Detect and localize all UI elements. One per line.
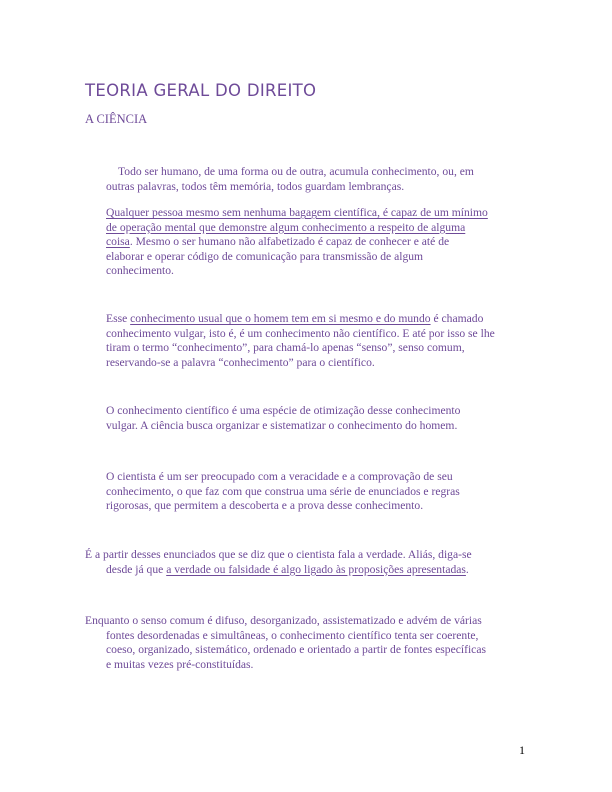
text-run: É a partir desses enunciados que se diz que o cientista fala a verdade. Aliás, diga-se <box>85 548 472 561</box>
document-title: TEORIA GERAL DO DIREITO <box>85 81 317 100</box>
text-run: coeso, organizado, sistemático, ordenado e orientado a partir de fontes específicas <box>106 643 486 657</box>
underlined-text: coisa <box>106 235 130 249</box>
text-run: outras palavras, todos têm memória, todos guardam lembranças. <box>106 179 405 193</box>
text-run: tiram o termo “conhecimento”, para chamá-lo apenas “senso”, senso comum, <box>106 341 465 355</box>
text-run: elaborar e operar código de comunicação para transmissão de algum <box>106 249 424 263</box>
text-run: fontes desordenadas e simultâneas, o conhecimento científico tenta ser coerente, <box>106 628 479 642</box>
paragraph-4 <box>106 404 460 433</box>
text-run: O conhecimento científico é uma espécie de otimização desse conhecimento <box>106 404 461 417</box>
text-run: conhecimento. <box>106 264 174 278</box>
text-run: Esse <box>106 312 131 325</box>
paragraph-7 <box>85 614 486 672</box>
text-run: reservando-se a palavra “conhecimento” para o científico. <box>106 355 375 369</box>
text-run: . <box>465 562 469 576</box>
section-heading: A CIÊNCIA <box>85 112 148 126</box>
text-run: . Mesmo o ser humano não alfabetizado é capaz de conhecer e até de <box>129 235 450 249</box>
text-run: Todo ser humano, de uma forma ou de outra, acumula conhecimento, ou, em <box>118 165 474 178</box>
underlined-text: de operação mental que demonstre algum conhecimento a respeito de alguma <box>106 220 466 234</box>
text-run: é chamado <box>430 312 484 325</box>
underlined-text: conhecimento usual que o homem tem em si mesmo e do mundo <box>130 312 431 325</box>
paragraph-5 <box>106 470 460 514</box>
text-run: rigorosas, que permitem a descoberta e a prova desse conhecimento. <box>106 499 424 513</box>
text-run: e muitas vezes pré-constituídas. <box>106 657 254 671</box>
text-run: Enquanto o senso comum é difuso, desorganizado, assistematizado e advém de várias <box>85 614 482 627</box>
paragraph-2 <box>106 206 488 279</box>
text-run: conhecimento vulgar, isto é, é um conhecimento não científico. E até por isso se lhe <box>106 326 495 340</box>
paragraph-6 <box>85 548 472 577</box>
paragraph-1 <box>106 165 474 194</box>
paragraph-3 <box>106 312 495 370</box>
page-number: 1 <box>519 743 525 757</box>
text-run: vulgar. A ciência busca organizar e sistematizar o conhecimento do homem. <box>106 418 458 432</box>
text-run: O cientista é um ser preocupado com a veracidade e a comprovação de seu <box>106 470 453 483</box>
text-run: conhecimento, o que faz com que construa uma série de enunciados e regras <box>106 484 460 498</box>
underlined-text: Qualquer pessoa mesmo sem nenhuma bagagem científica, é capaz de um mínimo <box>106 206 488 219</box>
underlined-text: a verdade ou falsidade é algo ligado às proposições apresentadas <box>166 562 466 576</box>
text-run: desde já que <box>106 562 167 576</box>
